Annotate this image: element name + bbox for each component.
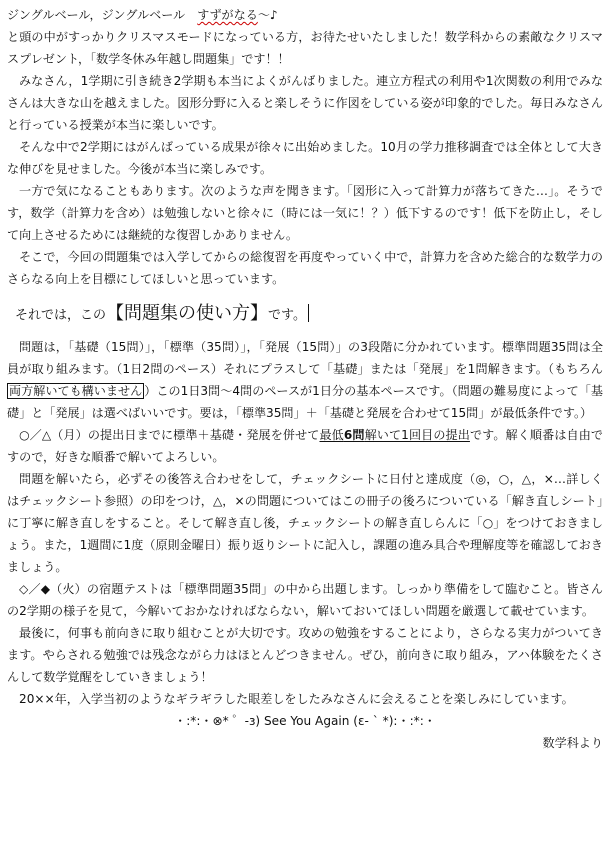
usage-p1-text-a: 問題は，「基礎（15問）」，「標準（35問）」，「発展（15問）」の3段階に分かれています。標準問題35問は全員が取り組みます。（1日2問のペース）それにプラスして「基礎」または「発展」を1問解きます。（もちろん <box>7 340 603 376</box>
text-cursor <box>308 304 309 322</box>
closing-signature: 数学科より <box>542 736 603 750</box>
usage-paragraph-2 <box>7 424 603 468</box>
opening-lyric <box>7 4 603 26</box>
intro-paragraph-1: と頭の中がすっかりクリスマスモードになっている方，お待たせいたしました！数学科からの素敵なクリスマスプレゼント，「数学冬休み年越し問題集」です！！ <box>7 30 603 66</box>
document-page <box>7 4 603 754</box>
usage-paragraph-3: 問題を解いたら，必ずその後答え合わせをして，チェックシートに日付と達成度（◎，○，△，×…詳しくはチェックシート参照）の印をつけ，△，×の問題についてはこの冊子の後ろについている「解き直しシート」に丁寧に解き直しをすること。そして解き直し後，チェックシートの解き直しらんに「○」をつけておきましょう。また，1週間に1度（原則金曜日）振り返りシートに記入し，課題の進み具合や理解度等を確認しておきましょう。 <box>7 472 603 574</box>
section-heading-title: 【問題集の使い方】 <box>106 303 269 324</box>
intro-paragraph-3: そんな中で2学期にはがんばっている成果が徐々に出始めました。10月の学力推移調査では全体として大きな伸びを見せました。今後が本当に楽しみです。 <box>7 140 603 176</box>
section-heading <box>7 294 603 334</box>
intro-paragraph-4: 一方で気になることもあります。次のような声を聞きます。「図形に入って計算力が落ちてきた…」。そうです，数学（計算力を含め）は勉強しないと徐々に（時には一気に！？）低下するのです！低下を防止し，そして向上させるためには継続的な復習しかありません。 <box>7 184 603 242</box>
usage-p2-bold: 6問 <box>343 428 365 442</box>
section-heading-tail: です。 <box>268 308 306 323</box>
usage-p2-underline-a: 最低 <box>319 428 344 442</box>
usage-paragraph-5: 最後に，何事も前向きに取り組むことが大切です。攻めの勉強をすることにより，さらなる実力がついてきます。やらされる勉強では残念ながら力はほとんどつきません。ぜひ，前向きに取り組み，アハ体験をたくさんして数学覚醒をしていきましょう！ <box>7 626 603 684</box>
intro-paragraph-5: そこで，今回の問題集では入学してからの総復習を再度やっていく中で，計算力を含めた総合的な数学力のさらなる向上を目標にしてほしいと思っています。 <box>7 250 603 286</box>
usage-p2-text-b: です。解く順番は自由ですので，好きな順番で解いてよろしい。 <box>7 428 603 464</box>
lyric-part-c: ～♪ <box>257 8 278 22</box>
usage-p2-underline-b: 解いて1回目の提出 <box>364 428 470 442</box>
usage-p2-text-a: ○／△（月）の提出日までに標準＋基礎・発展を併せて <box>19 428 320 442</box>
lyric-part-a: ジングルベール，ジングルベール <box>7 8 198 22</box>
usage-paragraph-4: ◇／◆（火）の宿題テストは「標準問題35問」の中から出題します。しっかり準備をして臨むこと。皆さんの2学期の様子を見て，今解いておかなければならない，解いておいてほしい問題を厳選して載せています。 <box>7 582 603 618</box>
closing-kaomoji: ・:*:・⊗* ゜-з) See You Again (ε- ` *):・:*:・ <box>174 714 436 728</box>
usage-p1-text-b: ）この1日3問～4問のペースが1日分の基本ペースです。（問題の難易度によって「基礎」と「発展」は選べばいいです。要は，「標準35問」＋「基礎と発展を合わせて15問」が最低条件です。） <box>7 384 603 420</box>
usage-p1-boxed-text: 両方解いても構いません <box>9 384 143 398</box>
section-heading-lead: それでは，この <box>15 308 107 323</box>
usage-paragraph-1 <box>7 336 603 424</box>
lyric-part-underlined: すずがなる <box>197 8 258 22</box>
intro-paragraph-2: みなさん，1学期に引き続き2学期も本当によくがんばりました。連立方程式の利用や1次関数の利用でみなさんは大きな山を越えました。図形分野に入ると楽しそうに作図をしている姿が印象的でした。毎日みなさんと行っている授業が本当に楽しいです。 <box>7 74 603 132</box>
usage-paragraph-6: 20××年，入学当初のようなギラギラした眼差しをしたみなさんに会えることを楽しみにしています。 <box>19 692 574 706</box>
